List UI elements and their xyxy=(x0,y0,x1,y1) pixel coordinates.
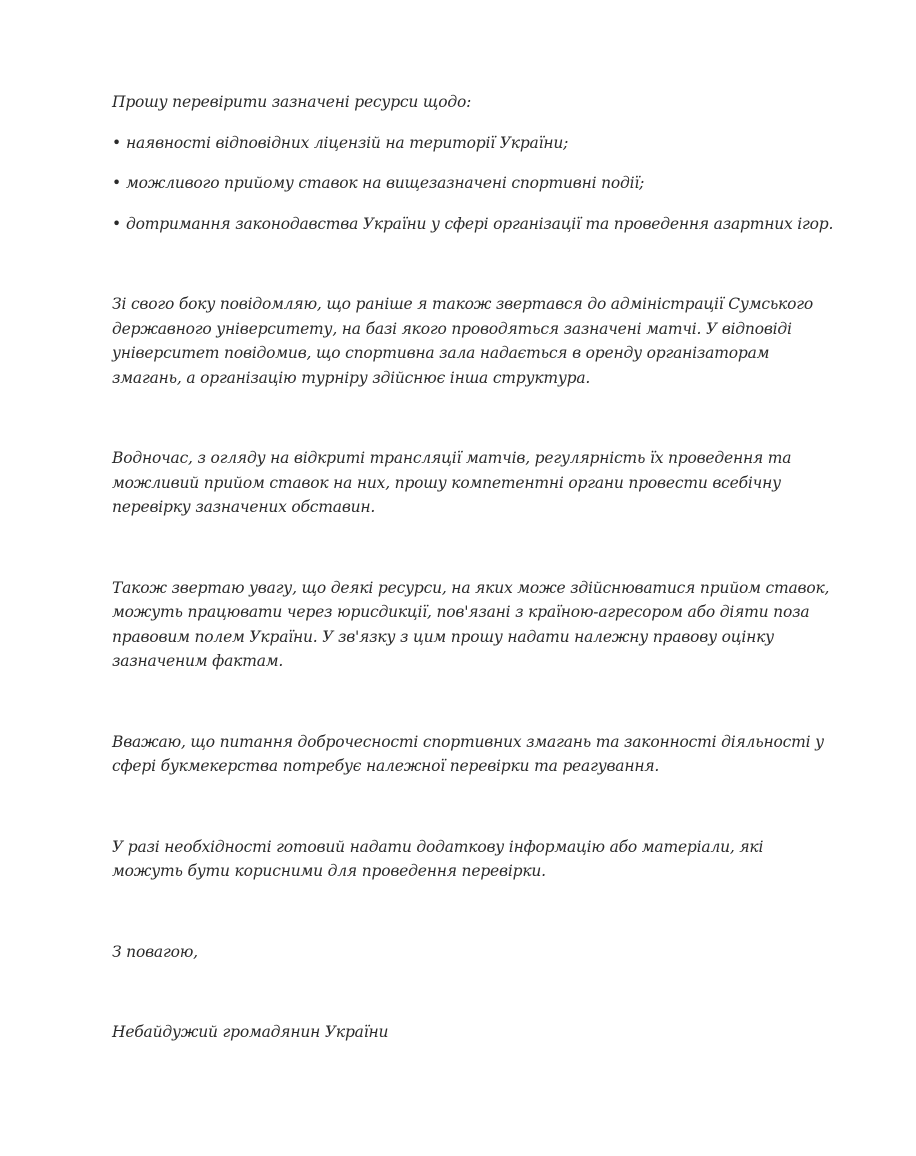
paragraph-line: можуть бути корисними для проведення перевірки. xyxy=(112,862,546,880)
signature-text: Небайдужий громадянин України xyxy=(112,1023,389,1041)
paragraph-line: У разі необхідності готовий надати додаткову інформацію або матеріали, які xyxy=(112,837,764,856)
paragraph-line: можливий прийом ставок на них, прошу компетентні органи провести всебічну xyxy=(112,473,781,492)
bullet-item xyxy=(112,171,812,196)
paragraph-request-check xyxy=(112,446,812,520)
paragraph-line: змагань, а організацію турніру здійснює інша структура. xyxy=(112,368,591,387)
paragraph-line: державного університету, на базі якого проводяться зазначені матчі. У відповіді xyxy=(112,319,792,338)
paragraph-line: Зі свого боку повідомляю, що раніше я також звертався до адміністрації Сумського xyxy=(112,295,814,313)
closing-text: З повагою, xyxy=(112,942,198,961)
bullet-icon: • xyxy=(112,174,121,192)
paragraph-line: перевірку зазначених обставин. xyxy=(112,498,376,516)
paragraph-integrity xyxy=(112,730,824,779)
paragraph-prior-appeal xyxy=(112,292,812,390)
paragraph-line: можуть працювати через юрисдикції, пов'язані з країною-агресором або діяти поза xyxy=(112,603,810,621)
paragraph-jurisdictions xyxy=(112,576,830,674)
paragraph-line: Також звертаю увагу, що деякі ресурси, на яких може здійснюватися прийом ставок, xyxy=(112,578,830,597)
bullet-text: дотримання законодавства України у сфері організації та проведення азартних ігор. xyxy=(125,214,834,233)
paragraph-additional-info xyxy=(112,835,812,884)
bullet-icon: • xyxy=(112,214,121,233)
paragraph-line: зазначеним фактам. xyxy=(112,652,284,670)
bullet-text: наявності відповідних ліцензій на території України; xyxy=(125,133,569,152)
paragraph-line: Вважаю, що питання доброчесності спортивних змагань та законності діяльності у xyxy=(112,732,824,751)
bullet-text: можливого прийому ставок на вищезазначені спортивні події; xyxy=(125,174,645,192)
intro-text: Прошу перевірити зазначені ресурси щодо: xyxy=(112,93,472,111)
bullet-icon: • xyxy=(112,133,121,152)
paragraph-line: університет повідомив, що спортивна зала надається в оренду організаторам xyxy=(112,344,770,362)
paragraph-line: Водночас, з огляду на відкриті трансляції матчів, регулярність їх проведення та xyxy=(112,449,792,467)
letter-body xyxy=(112,90,834,1045)
bullet-item xyxy=(112,131,812,156)
bullet-item xyxy=(112,212,834,237)
paragraph-line: правовим полем України. У зв'язку з цим прошу надати належну правову оцінку xyxy=(112,627,774,646)
paragraph-line: сфері букмекерства потребує належної перевірки та реагування. xyxy=(112,757,660,775)
